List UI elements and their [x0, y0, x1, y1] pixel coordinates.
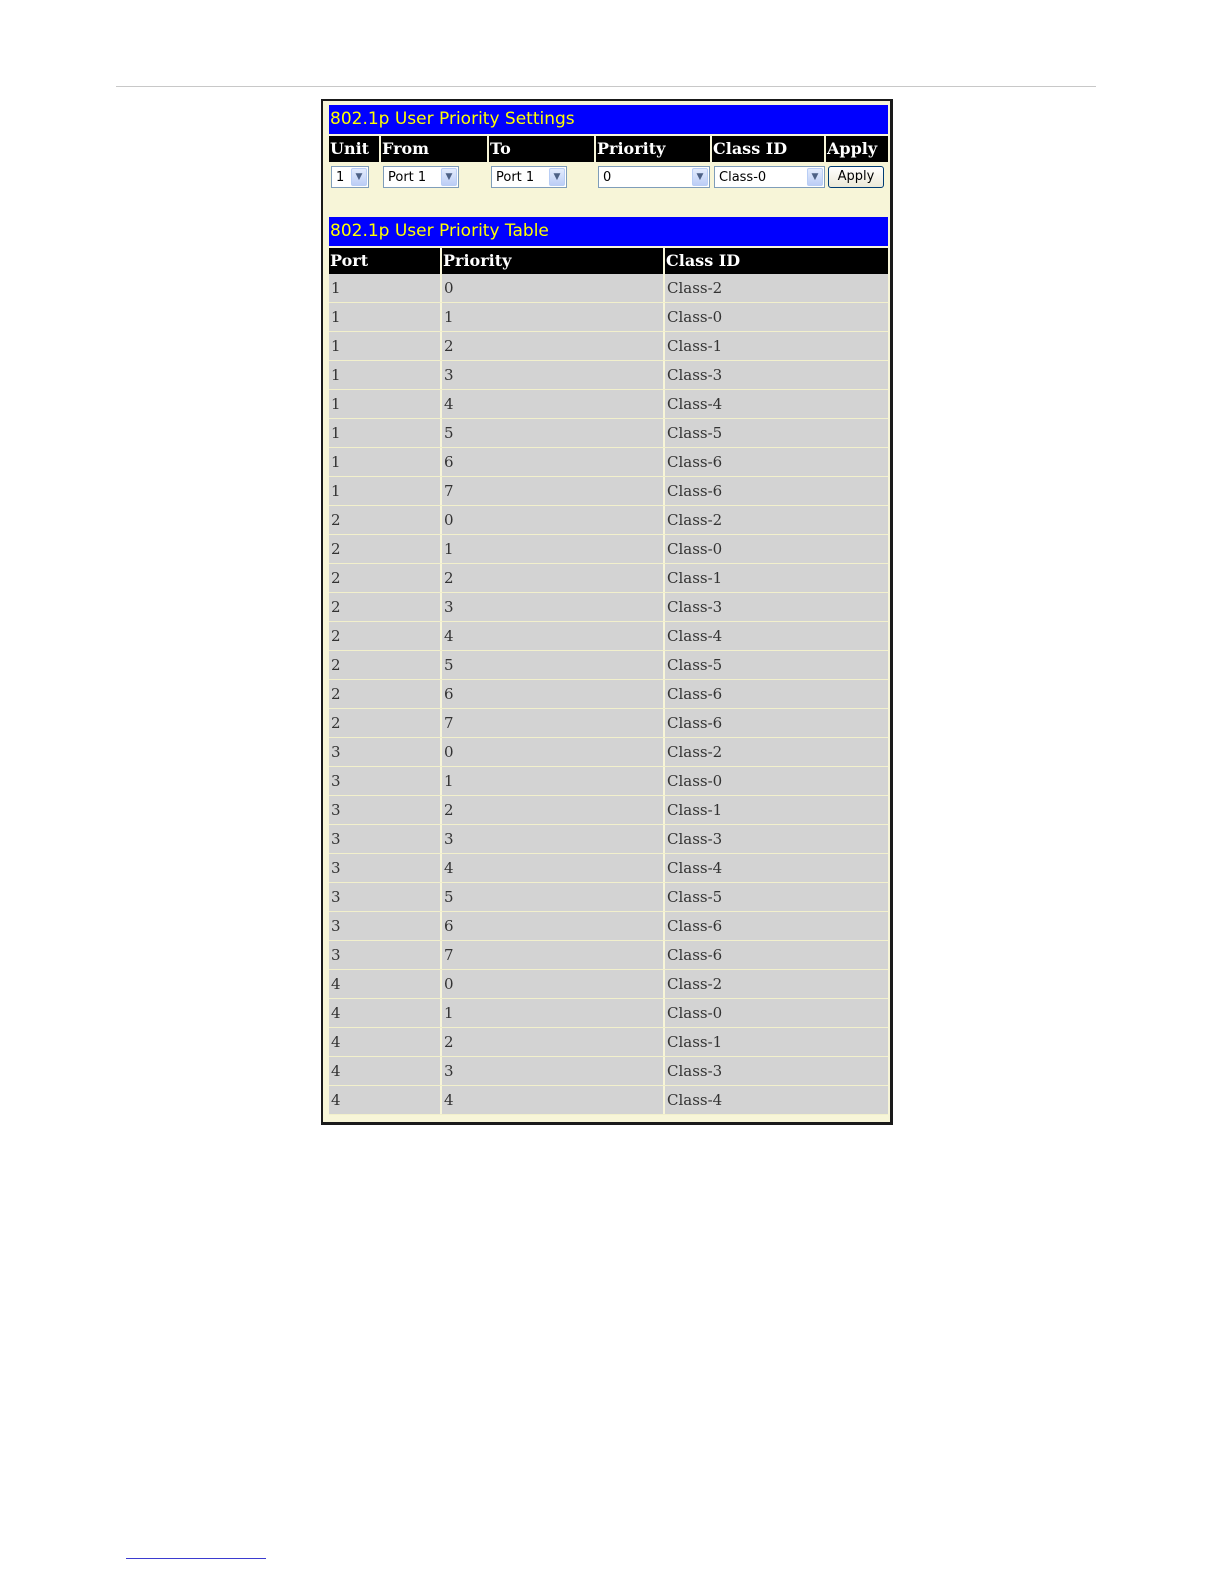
- table-row: [329, 883, 888, 912]
- row-port: 2: [329, 651, 442, 679]
- row-class-id: Class-5: [667, 656, 723, 674]
- to-port-select[interactable]: [491, 166, 567, 188]
- row-priority: 2: [442, 332, 665, 360]
- class-id-select-value: Class-0: [719, 169, 767, 185]
- priority-cell: [596, 164, 712, 190]
- row-class-id: Class-1: [667, 569, 723, 587]
- table-row: [329, 535, 888, 564]
- row-port: 3: [329, 738, 442, 766]
- row-class-id: Class-0: [667, 308, 723, 326]
- table-row: [329, 419, 888, 448]
- row-class-id: Class-1: [667, 337, 723, 355]
- table-row: [329, 1057, 888, 1086]
- row-class-id: Class-5: [667, 424, 723, 442]
- priority-panel: [321, 99, 893, 1125]
- row-priority: 2: [442, 1028, 665, 1056]
- row-class-id: Class-6: [667, 917, 723, 935]
- row-class-id: Class-6: [667, 453, 723, 471]
- unit-cell: [329, 164, 381, 190]
- row-priority: 3: [442, 361, 665, 389]
- row-priority: 7: [442, 709, 665, 737]
- row-priority: 6: [442, 448, 665, 476]
- section-spacer: [329, 190, 888, 217]
- to-port-value: Port 1: [496, 169, 535, 185]
- row-priority: 4: [442, 1086, 665, 1114]
- row-port: 2: [329, 535, 442, 563]
- table-row: [329, 825, 888, 854]
- table-row: [329, 680, 888, 709]
- row-port: 4: [329, 999, 442, 1027]
- row-priority: 6: [442, 912, 665, 940]
- table-row: [329, 941, 888, 970]
- row-class-id: Class-5: [667, 888, 723, 906]
- row-priority: 0: [442, 506, 665, 534]
- header-class-id: Class ID: [712, 136, 826, 162]
- row-port: 4: [329, 1086, 442, 1114]
- table-row: [329, 1028, 888, 1057]
- row-priority: 5: [442, 883, 665, 911]
- row-port: 3: [329, 825, 442, 853]
- row-port: 2: [329, 593, 442, 621]
- row-priority: 5: [442, 419, 665, 447]
- to-cell: [489, 164, 596, 190]
- row-port: 1: [329, 361, 442, 389]
- priority-select[interactable]: [598, 166, 710, 188]
- row-port: 3: [329, 796, 442, 824]
- table-row: [329, 274, 888, 303]
- table-row: [329, 593, 888, 622]
- row-class-id: Class-3: [667, 598, 723, 616]
- row-port: 1: [329, 303, 442, 331]
- row-port: 2: [329, 680, 442, 708]
- priority-table-body: [329, 274, 888, 1115]
- row-class-id: Class-2: [667, 743, 723, 761]
- apply-button[interactable]: Apply: [828, 166, 884, 188]
- row-port: 4: [329, 970, 442, 998]
- chevron-down-icon[interactable]: ▼: [549, 168, 565, 186]
- row-class-id: Class-6: [667, 946, 723, 964]
- unit-select-value: 1: [336, 169, 345, 185]
- row-port: 2: [329, 506, 442, 534]
- chevron-down-icon[interactable]: ▼: [692, 168, 708, 186]
- row-port: 2: [329, 622, 442, 650]
- row-priority: 4: [442, 622, 665, 650]
- row-port: 4: [329, 1057, 442, 1085]
- header-to: To: [489, 136, 596, 162]
- row-port: 1: [329, 390, 442, 418]
- row-port: 1: [329, 477, 442, 505]
- chevron-down-icon[interactable]: ▼: [441, 168, 457, 186]
- table-row: [329, 796, 888, 825]
- row-priority: 3: [442, 593, 665, 621]
- row-class-id: Class-4: [667, 395, 723, 413]
- table-row: [329, 448, 888, 477]
- row-class-id: Class-1: [667, 1033, 723, 1051]
- priority-select-value: 0: [603, 169, 612, 185]
- header-unit: Unit: [329, 136, 381, 162]
- row-port: 2: [329, 709, 442, 737]
- table-row: [329, 1086, 888, 1115]
- row-priority: 2: [442, 796, 665, 824]
- table-row: [329, 912, 888, 941]
- table-row: [329, 332, 888, 361]
- row-priority: 7: [442, 477, 665, 505]
- chevron-down-icon[interactable]: ▼: [351, 168, 367, 186]
- row-class-id: Class-2: [667, 975, 723, 993]
- row-priority: 1: [442, 999, 665, 1027]
- row-priority: 4: [442, 390, 665, 418]
- panel-content: [329, 105, 888, 1115]
- class-cell: [712, 164, 826, 190]
- row-port: 1: [329, 332, 442, 360]
- table-row: [329, 390, 888, 419]
- row-class-id: Class-0: [667, 1004, 723, 1022]
- row-class-id: Class-3: [667, 366, 723, 384]
- page-top-rule: [116, 86, 1096, 87]
- row-priority: 0: [442, 274, 665, 302]
- table-row: [329, 564, 888, 593]
- row-class-id: Class-0: [667, 540, 723, 558]
- row-port: 2: [329, 564, 442, 592]
- class-id-select[interactable]: [714, 166, 825, 188]
- row-class-id: Class-6: [667, 714, 723, 732]
- header-priority: Priority: [442, 248, 665, 274]
- footer-link-underline: [126, 1558, 266, 1559]
- settings-controls-row: [329, 164, 888, 190]
- row-priority: 0: [442, 738, 665, 766]
- table-row: [329, 361, 888, 390]
- table-title: 802.1p User Priority Table: [329, 217, 888, 246]
- table-row: [329, 709, 888, 738]
- table-row: [329, 738, 888, 767]
- from-cell: [381, 164, 489, 190]
- row-port: 1: [329, 274, 442, 302]
- settings-title: 802.1p User Priority Settings: [329, 105, 888, 134]
- row-class-id: Class-2: [667, 279, 723, 297]
- table-row: [329, 477, 888, 506]
- row-class-id: Class-0: [667, 772, 723, 790]
- row-port: 3: [329, 767, 442, 795]
- row-priority: 4: [442, 854, 665, 882]
- row-class-id: Class-3: [667, 830, 723, 848]
- row-class-id: Class-6: [667, 685, 723, 703]
- row-priority: 7: [442, 941, 665, 969]
- header-class-id: Class ID: [665, 248, 888, 274]
- settings-header-row: [329, 136, 888, 162]
- row-class-id: Class-6: [667, 482, 723, 500]
- table-row: [329, 970, 888, 999]
- row-priority: 3: [442, 825, 665, 853]
- row-priority: 1: [442, 767, 665, 795]
- row-class-id: Class-4: [667, 1091, 723, 1109]
- row-priority: 1: [442, 535, 665, 563]
- row-class-id: Class-4: [667, 859, 723, 877]
- apply-cell: [826, 164, 888, 190]
- table-row: [329, 651, 888, 680]
- chevron-down-icon[interactable]: ▼: [807, 168, 823, 186]
- header-apply: Apply: [826, 136, 888, 162]
- table-row: [329, 506, 888, 535]
- row-priority: 3: [442, 1057, 665, 1085]
- row-class-id: Class-1: [667, 801, 723, 819]
- row-priority: 0: [442, 970, 665, 998]
- row-priority: 5: [442, 651, 665, 679]
- table-row: [329, 854, 888, 883]
- header-priority: Priority: [596, 136, 712, 162]
- table-header-row: [329, 248, 888, 274]
- row-priority: 6: [442, 680, 665, 708]
- row-class-id: Class-4: [667, 627, 723, 645]
- table-row: [329, 999, 888, 1028]
- row-port: 3: [329, 941, 442, 969]
- row-class-id: Class-2: [667, 511, 723, 529]
- row-port: 3: [329, 912, 442, 940]
- row-port: 1: [329, 448, 442, 476]
- header-from: From: [381, 136, 489, 162]
- table-row: [329, 767, 888, 796]
- table-row: [329, 622, 888, 651]
- row-port: 1: [329, 419, 442, 447]
- row-priority: 1: [442, 303, 665, 331]
- row-priority: 2: [442, 564, 665, 592]
- table-row: [329, 303, 888, 332]
- row-port: 3: [329, 883, 442, 911]
- header-port: Port: [329, 248, 442, 274]
- from-port-select[interactable]: [383, 166, 459, 188]
- row-port: 3: [329, 854, 442, 882]
- row-port: 4: [329, 1028, 442, 1056]
- unit-select[interactable]: [331, 166, 369, 188]
- row-class-id: Class-3: [667, 1062, 723, 1080]
- from-port-value: Port 1: [388, 169, 427, 185]
